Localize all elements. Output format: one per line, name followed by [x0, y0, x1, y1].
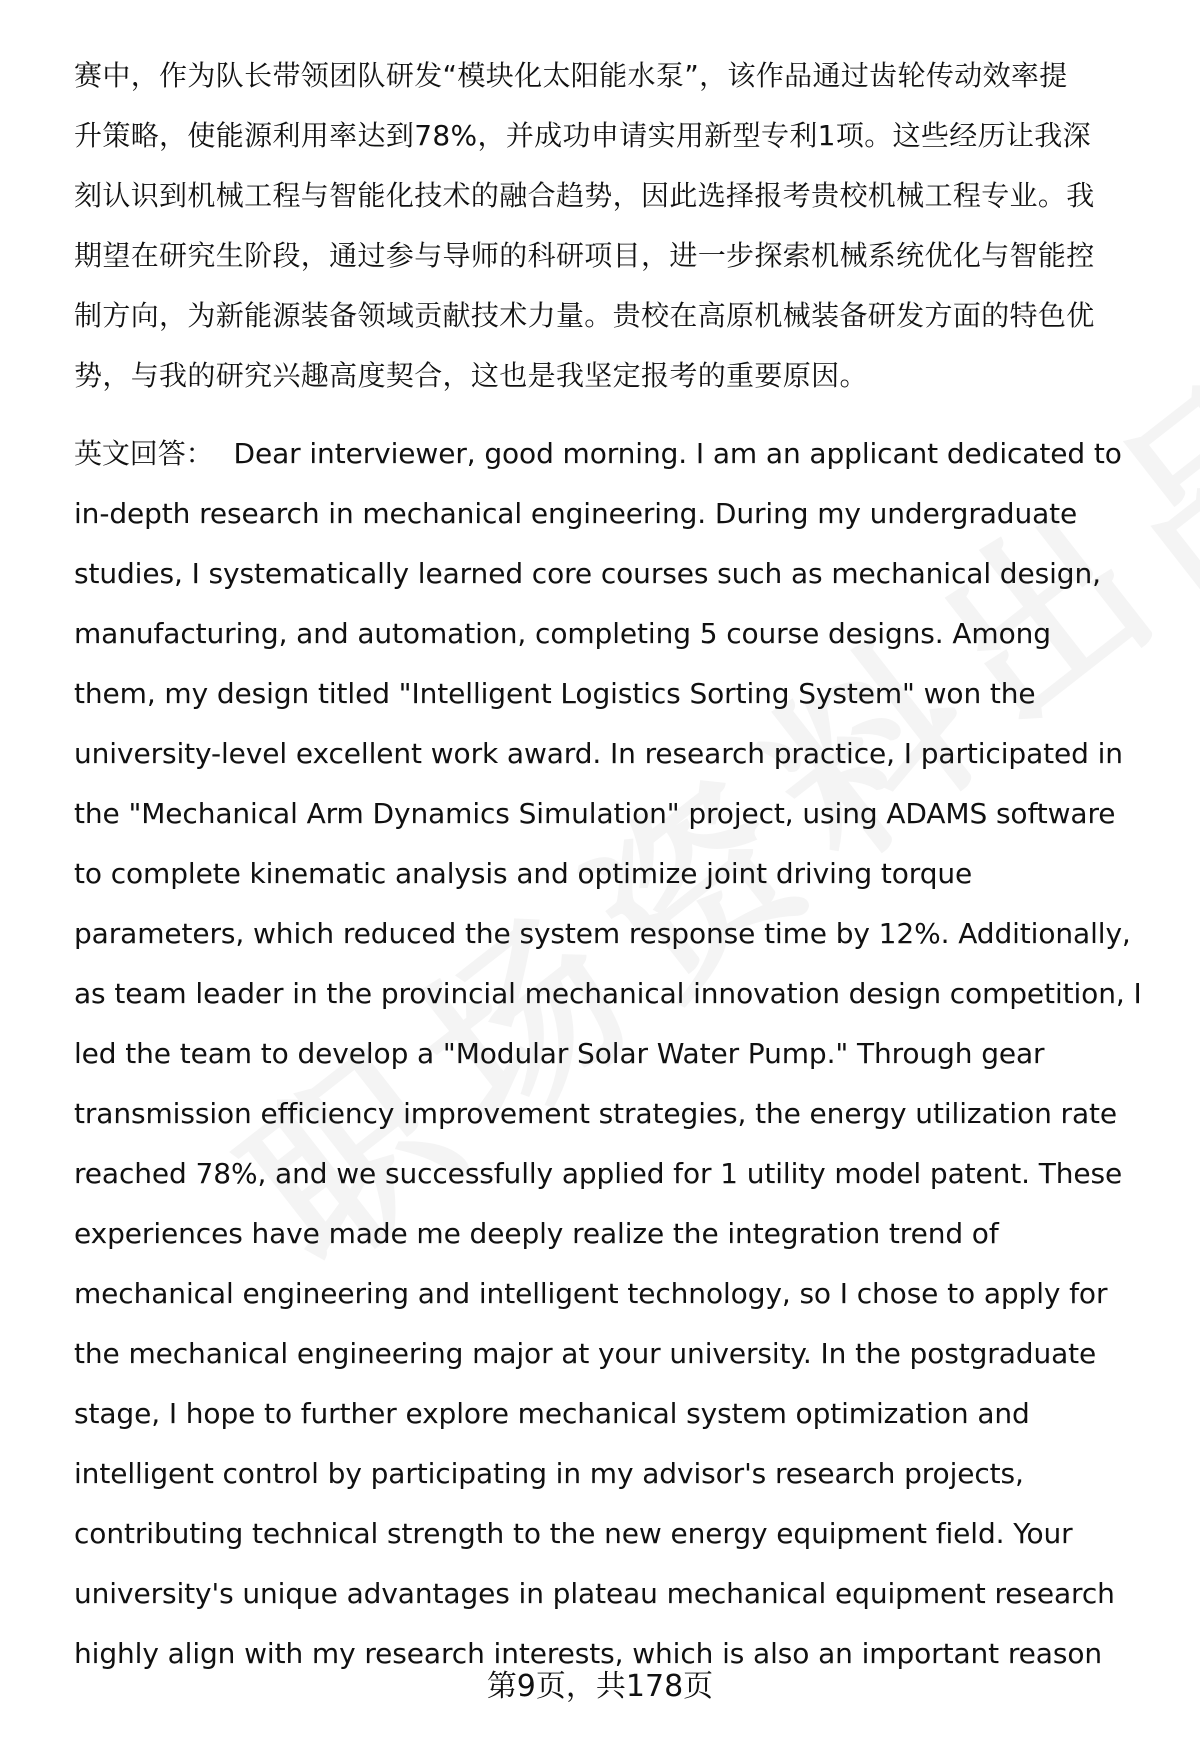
text-line: university's unique advantages in plateau mechanical equipment research: [74, 1577, 1115, 1610]
text-line: experiences have made me deeply realize the integration trend of: [74, 1217, 999, 1250]
text-line: mechanical engineering and intelligent technology, so I chose to apply for: [74, 1277, 1108, 1310]
text-line: 赛中，作为队长带领团队研发“模块化太阳能水泵”，该作品通过齿轮传动效率提: [74, 59, 1068, 92]
chinese-paragraph: [74, 46, 1154, 406]
text-line: 势，与我的研究兴趣高度契合，这也是我坚定报考的重要原因。: [74, 359, 868, 392]
text-line: the "Mechanical Arm Dynamics Simulation" project, using ADAMS software: [74, 797, 1116, 830]
text-line: transmission efficiency improvement strategies, the energy utilization rate: [74, 1097, 1118, 1130]
text-line: highly align with my research interests, which is also an important reason: [74, 1637, 1102, 1670]
text-line: in-depth research in mechanical engineering. During my undergraduate: [74, 497, 1078, 530]
text-line: reached 78%, and we successfully applied for 1 utility model patent. These: [74, 1157, 1123, 1190]
text-line: contributing technical strength to the new energy equipment field. Your: [74, 1517, 1073, 1550]
text-line: led the team to develop a "Modular Solar Water Pump." Through gear: [74, 1037, 1045, 1070]
text-line-first: [74, 424, 1154, 484]
text-line: the mechanical engineering major at your university. In the postgraduate: [74, 1337, 1097, 1370]
text-line: as team leader in the provincial mechanical innovation design competition, I: [74, 977, 1142, 1010]
text-line: 期望在研究生阶段，通过参与导师的科研项目，进一步探索机械系统优化与智能控: [74, 239, 1095, 272]
text-line: stage, I hope to further explore mechanical system optimization and: [74, 1397, 1030, 1430]
text-line: university-level excellent work award. In research practice, I participated in: [74, 737, 1123, 770]
text-line: them, my design titled "Intelligent Logistics Sorting System" won the: [74, 677, 1036, 710]
english-answer-paragraph: [74, 424, 1154, 1684]
text-line-content: Dear interviewer, good morning. I am an applicant dedicated to: [233, 437, 1122, 470]
english-answer-label: 英文回答：: [74, 437, 214, 470]
text-line: 升策略，使能源利用率达到78%，并成功申请实用新型专利1项。这些经历让我深: [74, 119, 1092, 152]
text-line: 制方向，为新能源装备领域贡献技术力量。贵校在高原机械装备研发方面的特色优: [74, 299, 1095, 332]
text-line: to complete kinematic analysis and optimize joint driving torque: [74, 857, 973, 890]
text-line: parameters, which reduced the system response time by 12%. Additionally,: [74, 917, 1131, 950]
document-body: [74, 46, 1154, 1684]
text-line: intelligent control by participating in my advisor's research projects,: [74, 1457, 1024, 1490]
page-number-footer: 第9页，共178页: [486, 1669, 714, 1704]
text-line: manufacturing, and automation, completing 5 course designs. Among: [74, 617, 1051, 650]
text-line: studies, I systematically learned core courses such as mechanical design,: [74, 557, 1101, 590]
text-line: 刻认识到机械工程与智能化技术的融合趋势，因此选择报考贵校机械工程专业。我: [74, 179, 1095, 212]
